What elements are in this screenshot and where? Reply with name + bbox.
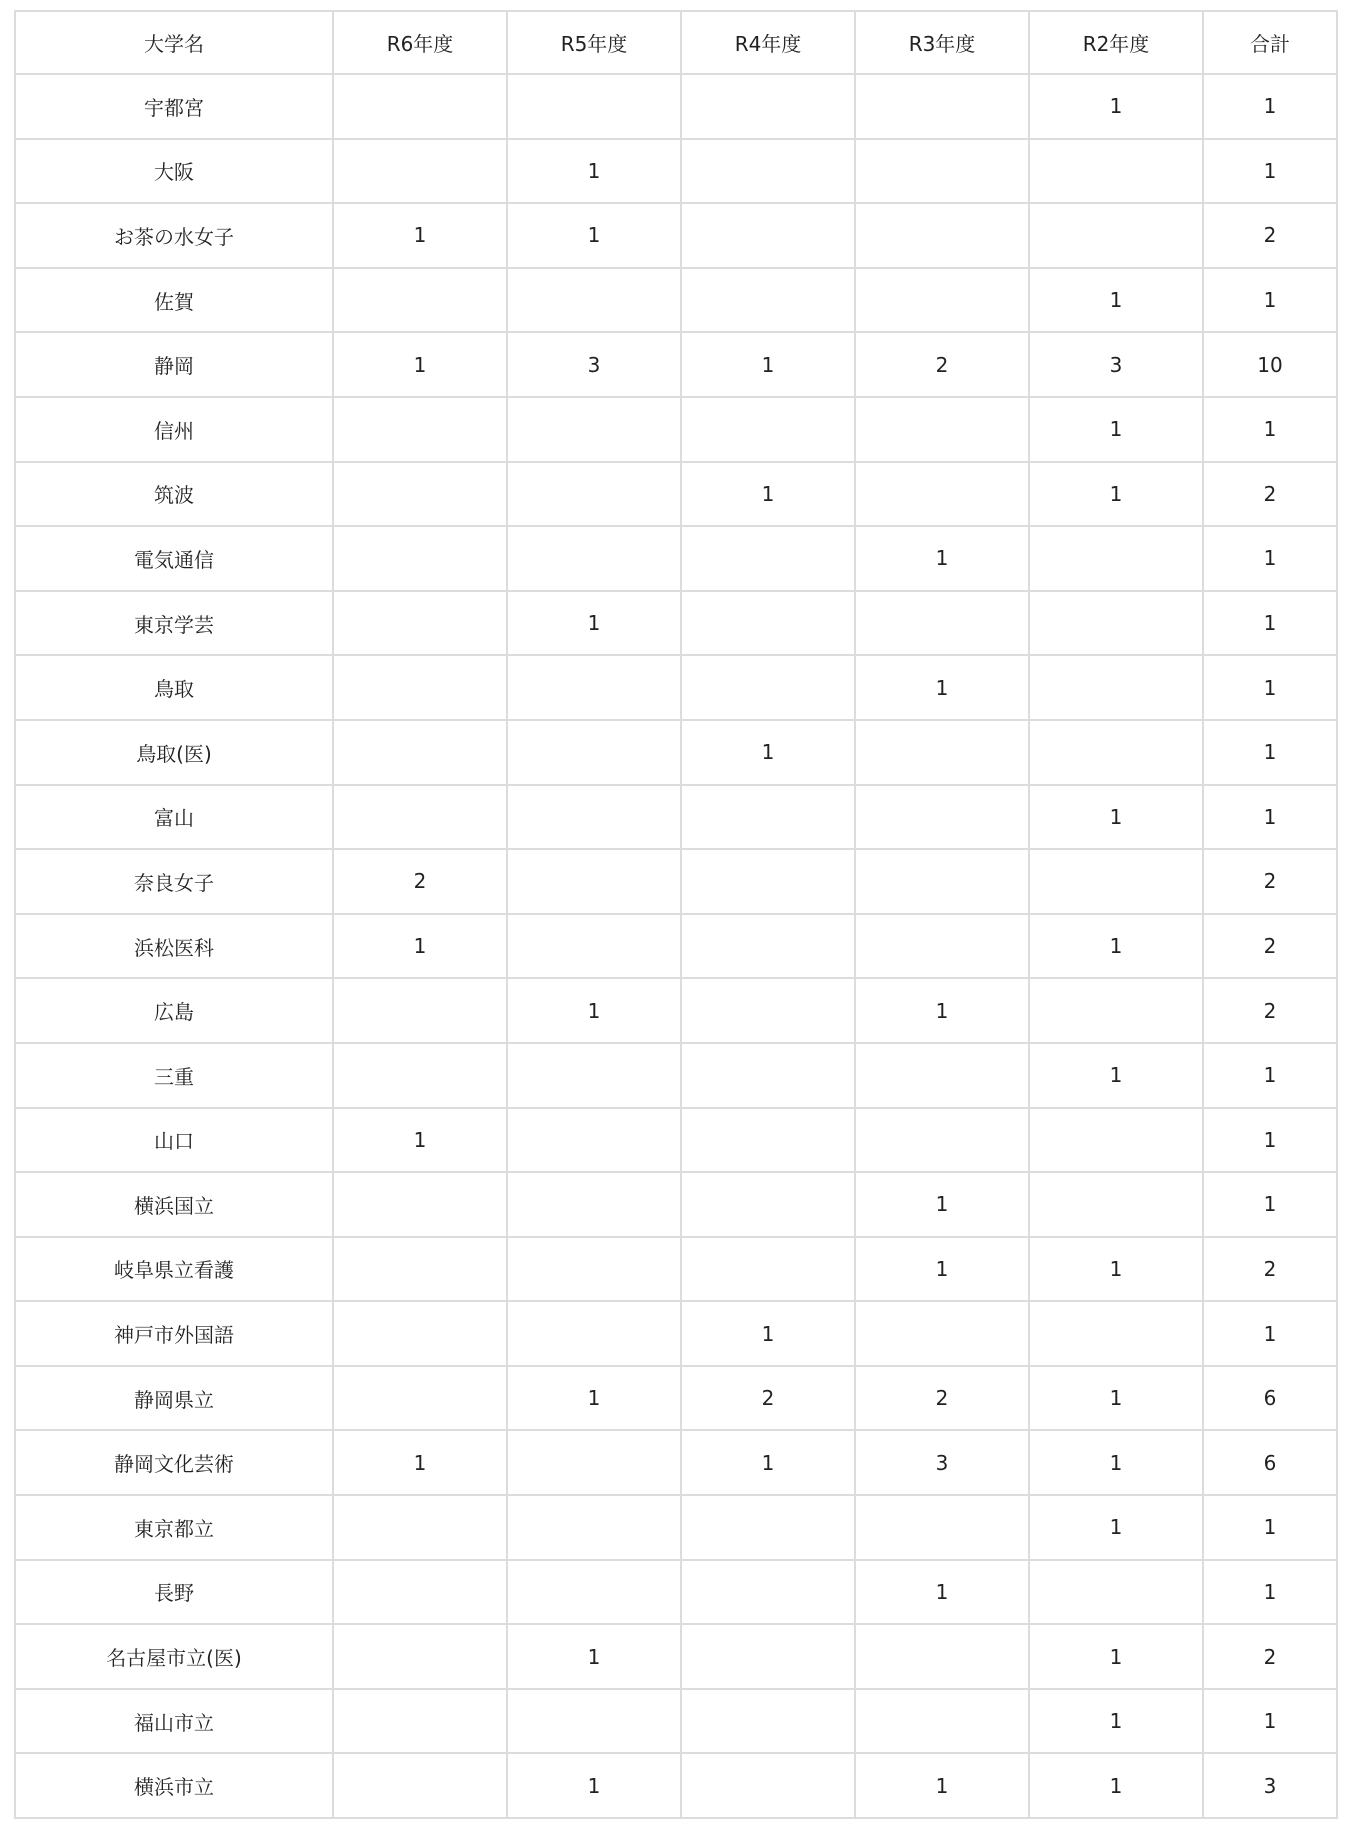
r6-cell <box>333 268 507 333</box>
r4-cell <box>681 1689 855 1754</box>
university-name-cell: 静岡県立 <box>15 1366 333 1431</box>
university-name-cell: 筑波 <box>15 462 333 527</box>
r3-cell <box>855 1108 1029 1173</box>
r6-cell: 1 <box>333 203 507 268</box>
r5-cell <box>507 655 681 720</box>
r4-cell <box>681 591 855 656</box>
r4-cell <box>681 397 855 462</box>
header-row <box>15 11 1337 74</box>
table-row <box>15 785 1337 850</box>
table-header <box>15 11 1337 74</box>
r6-cell: 1 <box>333 914 507 979</box>
r6-cell <box>333 785 507 850</box>
university-name-cell: 鳥取 <box>15 655 333 720</box>
r5-cell <box>507 397 681 462</box>
r3-cell <box>855 397 1029 462</box>
r2-cell: 1 <box>1029 914 1203 979</box>
r2-cell <box>1029 139 1203 204</box>
r5-cell: 3 <box>507 332 681 397</box>
r4-cell: 1 <box>681 332 855 397</box>
r5-cell <box>507 720 681 785</box>
r5-cell <box>507 1301 681 1366</box>
table-row <box>15 1495 1337 1560</box>
university-name-cell: 名古屋市立(医) <box>15 1624 333 1689</box>
table-row <box>15 655 1337 720</box>
table-row <box>15 1430 1337 1495</box>
r4-cell <box>681 1495 855 1560</box>
r6-cell: 2 <box>333 849 507 914</box>
university-name-cell: 山口 <box>15 1108 333 1173</box>
r5-cell <box>507 849 681 914</box>
table-row <box>15 268 1337 333</box>
r4-cell <box>681 1753 855 1818</box>
r5-cell <box>507 526 681 591</box>
total-cell: 6 <box>1203 1366 1337 1431</box>
r2-cell <box>1029 1108 1203 1173</box>
r5-cell <box>507 462 681 527</box>
r5-cell: 1 <box>507 591 681 656</box>
r3-cell <box>855 139 1029 204</box>
total-cell: 3 <box>1203 1753 1337 1818</box>
r5-cell <box>507 914 681 979</box>
r6-cell <box>333 1043 507 1108</box>
header-r3: R3年度 <box>855 11 1029 74</box>
r3-cell: 1 <box>855 978 1029 1043</box>
table-row <box>15 1108 1337 1173</box>
r2-cell: 1 <box>1029 1430 1203 1495</box>
r4-cell <box>681 1043 855 1108</box>
r4-cell <box>681 785 855 850</box>
r2-cell <box>1029 849 1203 914</box>
r6-cell <box>333 978 507 1043</box>
r6-cell <box>333 591 507 656</box>
r3-cell <box>855 785 1029 850</box>
table-row <box>15 1689 1337 1754</box>
total-cell: 1 <box>1203 1689 1337 1754</box>
table-row <box>15 978 1337 1043</box>
r4-cell: 1 <box>681 462 855 527</box>
r2-cell: 1 <box>1029 1043 1203 1108</box>
r2-cell <box>1029 978 1203 1043</box>
table-row <box>15 1043 1337 1108</box>
r3-cell: 1 <box>855 1560 1029 1625</box>
r5-cell <box>507 1689 681 1754</box>
r2-cell: 1 <box>1029 74 1203 139</box>
r3-cell <box>855 720 1029 785</box>
university-name-cell: 東京学芸 <box>15 591 333 656</box>
r2-cell <box>1029 720 1203 785</box>
university-name-cell: 大阪 <box>15 139 333 204</box>
university-name-cell: 長野 <box>15 1560 333 1625</box>
r6-cell <box>333 1560 507 1625</box>
r2-cell: 1 <box>1029 462 1203 527</box>
table-row <box>15 720 1337 785</box>
r5-cell <box>507 74 681 139</box>
r6-cell <box>333 1495 507 1560</box>
university-name-cell: 信州 <box>15 397 333 462</box>
r3-cell: 1 <box>855 1237 1029 1302</box>
r4-cell: 1 <box>681 1301 855 1366</box>
r4-cell: 1 <box>681 720 855 785</box>
r2-cell: 1 <box>1029 1237 1203 1302</box>
university-name-cell: 奈良女子 <box>15 849 333 914</box>
university-name-cell: 静岡 <box>15 332 333 397</box>
total-cell: 2 <box>1203 1237 1337 1302</box>
total-cell: 1 <box>1203 1301 1337 1366</box>
results-table-container <box>14 10 1336 1819</box>
university-name-cell: 宇都宮 <box>15 74 333 139</box>
r2-cell: 1 <box>1029 785 1203 850</box>
r4-cell <box>681 1237 855 1302</box>
r3-cell <box>855 1301 1029 1366</box>
table-row <box>15 1237 1337 1302</box>
table-row <box>15 849 1337 914</box>
total-cell: 1 <box>1203 655 1337 720</box>
r3-cell <box>855 914 1029 979</box>
r4-cell <box>681 526 855 591</box>
r6-cell <box>333 1172 507 1237</box>
total-cell: 2 <box>1203 914 1337 979</box>
r5-cell <box>507 1495 681 1560</box>
header-r6: R6年度 <box>333 11 507 74</box>
r3-cell <box>855 1043 1029 1108</box>
table-row <box>15 914 1337 979</box>
r4-cell <box>681 1560 855 1625</box>
r2-cell <box>1029 1560 1203 1625</box>
r5-cell: 1 <box>507 1624 681 1689</box>
r3-cell <box>855 1689 1029 1754</box>
r5-cell <box>507 785 681 850</box>
r3-cell <box>855 1495 1029 1560</box>
total-cell: 1 <box>1203 720 1337 785</box>
r2-cell: 1 <box>1029 397 1203 462</box>
r2-cell <box>1029 591 1203 656</box>
r2-cell: 1 <box>1029 1366 1203 1431</box>
r6-cell <box>333 397 507 462</box>
r6-cell <box>333 1624 507 1689</box>
table-row <box>15 332 1337 397</box>
r2-cell: 1 <box>1029 268 1203 333</box>
university-name-cell: 浜松医科 <box>15 914 333 979</box>
university-name-cell: 三重 <box>15 1043 333 1108</box>
university-name-cell: 佐賀 <box>15 268 333 333</box>
university-name-cell: 神戸市外国語 <box>15 1301 333 1366</box>
total-cell: 10 <box>1203 332 1337 397</box>
total-cell: 1 <box>1203 1043 1337 1108</box>
r2-cell <box>1029 1172 1203 1237</box>
header-r4: R4年度 <box>681 11 855 74</box>
university-name-cell: お茶の水女子 <box>15 203 333 268</box>
r4-cell: 1 <box>681 1430 855 1495</box>
r5-cell <box>507 1560 681 1625</box>
r4-cell <box>681 1624 855 1689</box>
r4-cell <box>681 1172 855 1237</box>
university-name-cell: 横浜国立 <box>15 1172 333 1237</box>
total-cell: 1 <box>1203 268 1337 333</box>
table-row <box>15 526 1337 591</box>
r5-cell: 1 <box>507 1366 681 1431</box>
r6-cell <box>333 1689 507 1754</box>
r4-cell <box>681 139 855 204</box>
total-cell: 1 <box>1203 139 1337 204</box>
table-row <box>15 1172 1337 1237</box>
r3-cell: 1 <box>855 1753 1029 1818</box>
table-row <box>15 397 1337 462</box>
r4-cell <box>681 1108 855 1173</box>
r6-cell <box>333 139 507 204</box>
r6-cell <box>333 720 507 785</box>
total-cell: 1 <box>1203 1172 1337 1237</box>
table-row <box>15 1301 1337 1366</box>
total-cell: 2 <box>1203 978 1337 1043</box>
table-row <box>15 1366 1337 1431</box>
r5-cell: 1 <box>507 203 681 268</box>
total-cell: 1 <box>1203 785 1337 850</box>
university-name-cell: 電気通信 <box>15 526 333 591</box>
r3-cell <box>855 591 1029 656</box>
table-row <box>15 1753 1337 1818</box>
r4-cell <box>681 978 855 1043</box>
header-university-name: 大学名 <box>15 11 333 74</box>
r2-cell: 1 <box>1029 1689 1203 1754</box>
r4-cell <box>681 914 855 979</box>
university-name-cell: 東京都立 <box>15 1495 333 1560</box>
total-cell: 2 <box>1203 462 1337 527</box>
r5-cell <box>507 1172 681 1237</box>
university-name-cell: 横浜市立 <box>15 1753 333 1818</box>
university-name-cell: 広島 <box>15 978 333 1043</box>
r2-cell: 1 <box>1029 1624 1203 1689</box>
r6-cell: 1 <box>333 1108 507 1173</box>
r4-cell <box>681 203 855 268</box>
r2-cell <box>1029 203 1203 268</box>
r3-cell: 1 <box>855 1172 1029 1237</box>
r2-cell <box>1029 1301 1203 1366</box>
r2-cell: 3 <box>1029 332 1203 397</box>
r3-cell <box>855 203 1029 268</box>
r2-cell <box>1029 526 1203 591</box>
r3-cell: 2 <box>855 332 1029 397</box>
total-cell: 2 <box>1203 849 1337 914</box>
r3-cell: 2 <box>855 1366 1029 1431</box>
total-cell: 1 <box>1203 591 1337 656</box>
table-body <box>15 74 1337 1818</box>
r5-cell <box>507 268 681 333</box>
header-r2: R2年度 <box>1029 11 1203 74</box>
r6-cell <box>333 1366 507 1431</box>
r3-cell: 1 <box>855 655 1029 720</box>
university-name-cell: 静岡文化芸術 <box>15 1430 333 1495</box>
r6-cell <box>333 1753 507 1818</box>
r6-cell <box>333 74 507 139</box>
university-name-cell: 福山市立 <box>15 1689 333 1754</box>
r6-cell <box>333 1237 507 1302</box>
r3-cell <box>855 74 1029 139</box>
total-cell: 1 <box>1203 526 1337 591</box>
total-cell: 6 <box>1203 1430 1337 1495</box>
table-row <box>15 74 1337 139</box>
total-cell: 1 <box>1203 1108 1337 1173</box>
r5-cell: 1 <box>507 1753 681 1818</box>
r5-cell <box>507 1237 681 1302</box>
total-cell: 1 <box>1203 74 1337 139</box>
university-name-cell: 富山 <box>15 785 333 850</box>
r5-cell <box>507 1043 681 1108</box>
r6-cell <box>333 526 507 591</box>
university-name-cell: 岐阜県立看護 <box>15 1237 333 1302</box>
header-total: 合計 <box>1203 11 1337 74</box>
r6-cell: 1 <box>333 332 507 397</box>
r4-cell <box>681 849 855 914</box>
university-results-table <box>14 10 1338 1819</box>
table-row <box>15 139 1337 204</box>
r4-cell: 2 <box>681 1366 855 1431</box>
r6-cell: 1 <box>333 1430 507 1495</box>
r3-cell <box>855 268 1029 333</box>
total-cell: 2 <box>1203 1624 1337 1689</box>
r5-cell: 1 <box>507 139 681 204</box>
table-row <box>15 203 1337 268</box>
r3-cell: 1 <box>855 526 1029 591</box>
r5-cell <box>507 1108 681 1173</box>
r3-cell <box>855 1624 1029 1689</box>
total-cell: 1 <box>1203 1495 1337 1560</box>
r6-cell <box>333 1301 507 1366</box>
r4-cell <box>681 268 855 333</box>
r2-cell: 1 <box>1029 1753 1203 1818</box>
r5-cell <box>507 1430 681 1495</box>
r4-cell <box>681 655 855 720</box>
r5-cell: 1 <box>507 978 681 1043</box>
r2-cell: 1 <box>1029 1495 1203 1560</box>
r3-cell <box>855 849 1029 914</box>
total-cell: 2 <box>1203 203 1337 268</box>
r6-cell <box>333 462 507 527</box>
table-row <box>15 1560 1337 1625</box>
r3-cell <box>855 462 1029 527</box>
header-r5: R5年度 <box>507 11 681 74</box>
r3-cell: 3 <box>855 1430 1029 1495</box>
table-row <box>15 1624 1337 1689</box>
table-row <box>15 462 1337 527</box>
table-row <box>15 591 1337 656</box>
r6-cell <box>333 655 507 720</box>
university-name-cell: 鳥取(医) <box>15 720 333 785</box>
total-cell: 1 <box>1203 397 1337 462</box>
r2-cell <box>1029 655 1203 720</box>
total-cell: 1 <box>1203 1560 1337 1625</box>
r4-cell <box>681 74 855 139</box>
